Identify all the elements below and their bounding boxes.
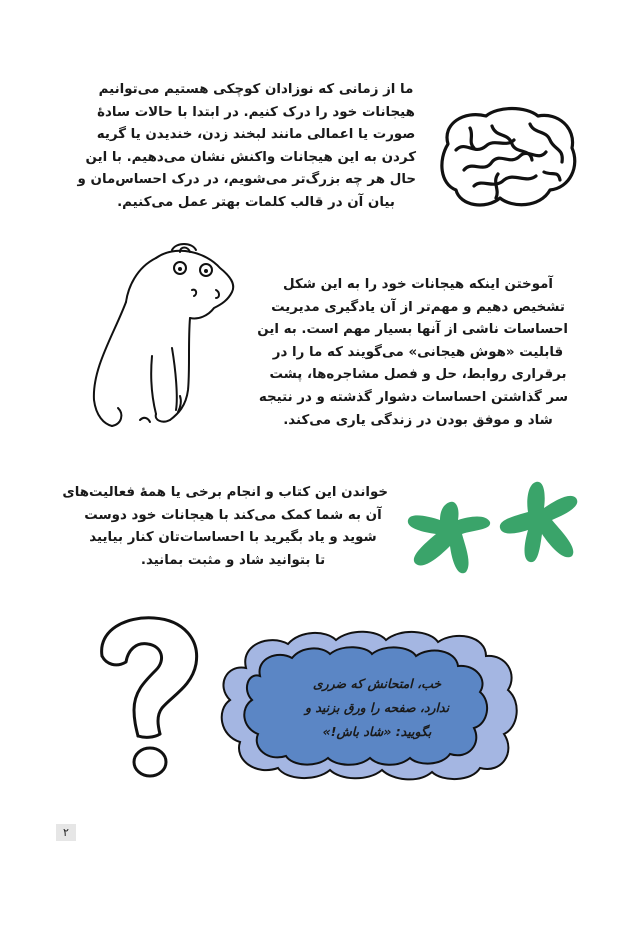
emotional-intelligence-paragraph <box>257 274 568 432</box>
bear-icon <box>80 238 240 430</box>
text-line: بگویید: «شاد باش!» <box>322 724 432 739</box>
text-line: آموختن اینکه هیجانات خود را به این شکل <box>283 277 553 292</box>
stars-illustration <box>400 474 582 584</box>
text-line: ندارد، صفحه را ورق بزنید و <box>304 700 450 715</box>
text-line: تا بتوانید شاد و مثبت بمانید. <box>140 552 326 568</box>
cloud-message <box>262 672 492 744</box>
star-icon <box>408 502 490 574</box>
page-number: ۲ <box>56 824 76 841</box>
intro-paragraph <box>77 79 416 215</box>
question-mark-icon <box>92 612 204 784</box>
text-line: سر گذاشتن احساسات دشوار گذشته و در نتیجه <box>258 389 568 405</box>
text-line: قابلیت «هوش هیجانی» می‌گویند که ما را در <box>272 344 564 360</box>
text-line: خب، امتحانش که ضرری <box>312 676 442 691</box>
brain-icon <box>434 104 580 216</box>
star-icon <box>500 482 577 562</box>
text-line: شوید و یاد بگیرید با احساسات‌تان کنار بیایید <box>89 530 377 546</box>
text-line: صورت یا اعمالی مانند لبخند زدن، خندیدن یا گریه <box>96 127 416 143</box>
text-line: آن به شما کمک می‌کند با هیجانات خود دوست <box>84 507 382 523</box>
text-line: احساسات ناشی از آنها بسیار مهم است. به این <box>257 322 568 338</box>
text-line: کردن به این هیجانات واکنش نشان می‌دهیم. با این <box>85 149 416 165</box>
text-line: شاد و موفق بودن در زندگی یاری می‌کند. <box>283 412 553 428</box>
text-line: حال هر چه بزرگ‌تر می‌شویم، در درک احساس‌مان و <box>77 172 416 188</box>
text-line: خواندن این کتاب و انجام برخی یا همهٔ فعالیت‌های <box>62 485 388 500</box>
book-purpose-paragraph <box>62 482 388 572</box>
text-line: برقراری روابط، حل و فصل مشاجره‌ها، پشت <box>269 367 567 383</box>
text-line: بیان آن در قالب کلمات بهتر عمل می‌کنیم. <box>117 194 395 210</box>
text-line: ما از زمانی که نوزادان کوچکی هستیم می‌توانیم <box>98 82 414 97</box>
text-line: تشخیص دهیم و مهم‌تر از آن یادگیری مدیریت <box>271 299 565 315</box>
text-line: هیجانات خود را درک کنیم. در ابتدا با حالات سادهٔ <box>97 104 415 120</box>
